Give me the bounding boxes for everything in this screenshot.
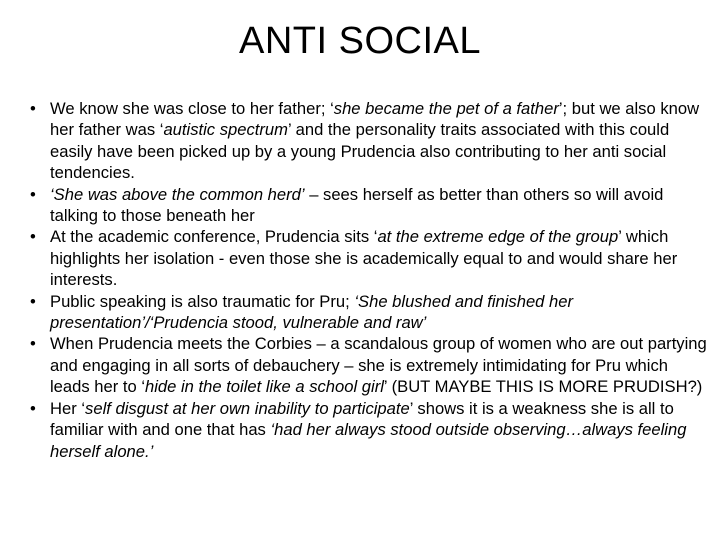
text-run: Public speaking is also traumatic for Pru; (50, 291, 355, 311)
text-run: ’ which highlights her isolation - even those she is academically equal to and would share her interests. (50, 227, 678, 290)
quote-run: hide in the toilet like a school girl (145, 377, 384, 397)
text-run: – sees herself as better than others so will avoid talking to those beneath her (50, 184, 664, 226)
bullet-item (24, 98, 708, 184)
quote-run: autistic spectrum (163, 120, 288, 140)
quote-run: she became the pet of a father (333, 99, 559, 118)
bullet-text (50, 292, 573, 332)
bullet-dot-icon: • (30, 334, 36, 354)
text-run: ’ (BUT MAYBE THIS IS MORE PRUDISH?) (383, 377, 703, 397)
bullet-item (24, 398, 708, 462)
bullet-item (24, 333, 708, 397)
text-run: When Prudencia meets the Corbies – a scandalous group of women who are out partying and engaging in all sorts of debauchery – she is extremely intimidating for Pru which leads her to ‘ (50, 334, 707, 397)
quote-run: ‘She blushed and finished her presentation’/‘Prudencia stood, vulnerable and raw’ (50, 291, 574, 333)
text-run: We know she was close to her father; ‘ (50, 99, 334, 118)
bullet-dot-icon: • (30, 227, 36, 247)
text-run: At the academic conference, Prudencia sits ‘ (50, 227, 378, 247)
bullet-text (50, 99, 699, 182)
quote-run: ‘had her always stood outside observing…always feeling herself alone.’ (50, 420, 687, 461)
quote-run: at the extreme edge of the group (377, 227, 619, 247)
text-run: ’ and the personality traits associated with this could easily have been picked up by a young Prudencia also contributing to her anti social tendencies. (50, 120, 670, 183)
bullet-dot-icon: • (30, 99, 36, 118)
quote-run: self disgust at her own inability to participate (85, 398, 410, 418)
bullet-list (24, 98, 708, 462)
bullet-text (50, 399, 686, 461)
text-run: ’ shows it is a weakness she is all to familiar with and one that has (50, 398, 674, 440)
bullet-dot-icon: • (30, 398, 36, 418)
bullet-item (24, 226, 708, 290)
bullet-item (24, 291, 708, 334)
text-run: Her ‘ (50, 398, 86, 418)
bullet-dot-icon: • (30, 184, 36, 204)
quote-run: ‘She was above the common herd’ (50, 184, 305, 204)
text-run: ’; but we also know her father was ‘ (50, 99, 700, 140)
bullet-text (50, 227, 677, 289)
bullet-text (50, 334, 707, 396)
bullet-dot-icon: • (30, 291, 36, 311)
bullet-item (24, 184, 708, 227)
slide-title: ANTI SOCIAL (239, 20, 481, 62)
bullet-text (50, 185, 663, 225)
